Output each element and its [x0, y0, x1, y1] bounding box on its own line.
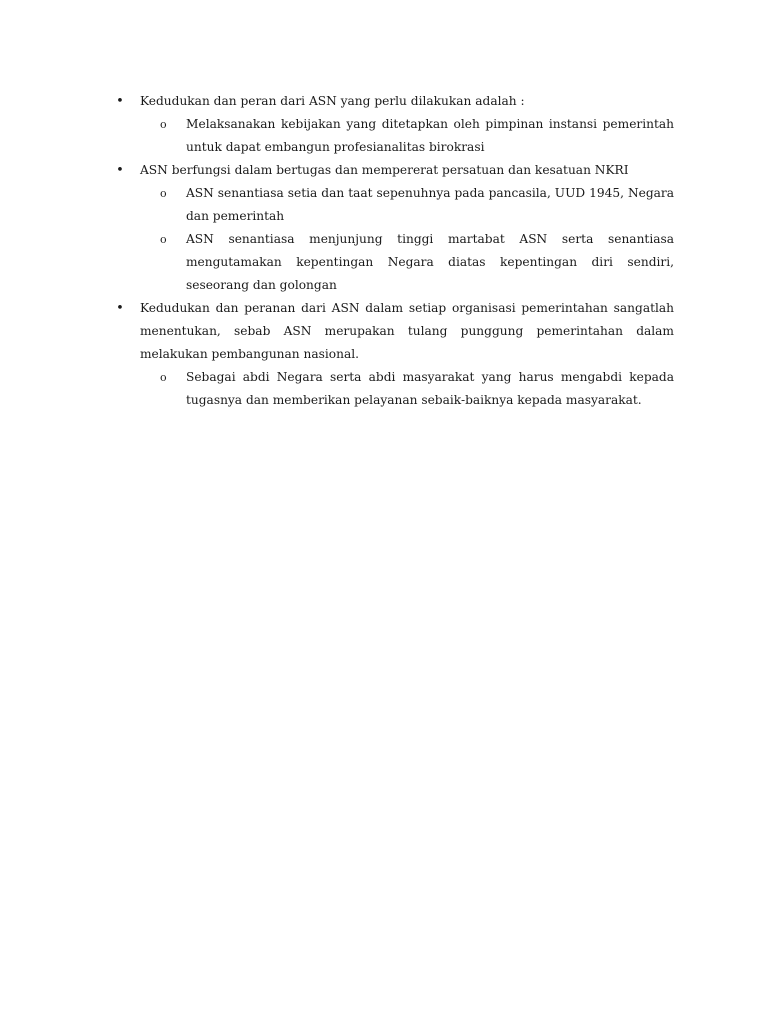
sub-list [140, 113, 674, 159]
bullet-item [112, 90, 674, 159]
sub-bullet-icon: o [160, 187, 167, 200]
sub-item-text: ASN senantiasa menjunjung tinggi martabat ASN serta senantiasa mengutamakan kepentingan Negara diatas kepentingan diri sendiri, seseorang dan golongan [186, 232, 674, 292]
sub-list [140, 182, 674, 297]
sub-bullet-icon: o [160, 233, 167, 246]
sub-item [140, 228, 674, 297]
bullet-icon: • [116, 163, 124, 178]
bullet-list [112, 90, 674, 412]
sub-bullet-icon: o [160, 371, 167, 384]
bullet-item [112, 297, 674, 412]
bullet-icon: • [116, 301, 124, 316]
sub-bullet-icon: o [160, 118, 167, 131]
bullet-text: ASN berfungsi dalam bertugas dan mempererat persatuan dan kesatuan NKRI [140, 163, 629, 177]
bullet-text: Kedudukan dan peranan dari ASN dalam setiap organisasi pemerintahan sangatlah menentukan, sebab ASN merupakan tulang punggung pemerintahan dalam melakukan pembangunan nasional. [140, 301, 674, 361]
bullet-icon: • [116, 94, 124, 109]
sub-item-text: Sebagai abdi Negara serta abdi masyarakat yang harus mengabdi kepada tugasnya dan memberikan pelayanan sebaik-baiknya kepada masyarakat. [186, 370, 674, 407]
sub-list [140, 366, 674, 412]
sub-item-text: Melaksanakan kebijakan yang ditetapkan oleh pimpinan instansi pemerintah untuk dapat embangun profesianalitas birokrasi [186, 117, 674, 154]
bullet-text: Kedudukan dan peran dari ASN yang perlu dilakukan adalah : [140, 94, 525, 108]
sub-item-text: ASN senantiasa setia dan taat sepenuhnya pada pancasila, UUD 1945, Negara dan pemerintah [186, 186, 674, 223]
sub-item [140, 182, 674, 228]
bullet-item [112, 159, 674, 297]
sub-item [140, 366, 674, 412]
sub-item [140, 113, 674, 159]
